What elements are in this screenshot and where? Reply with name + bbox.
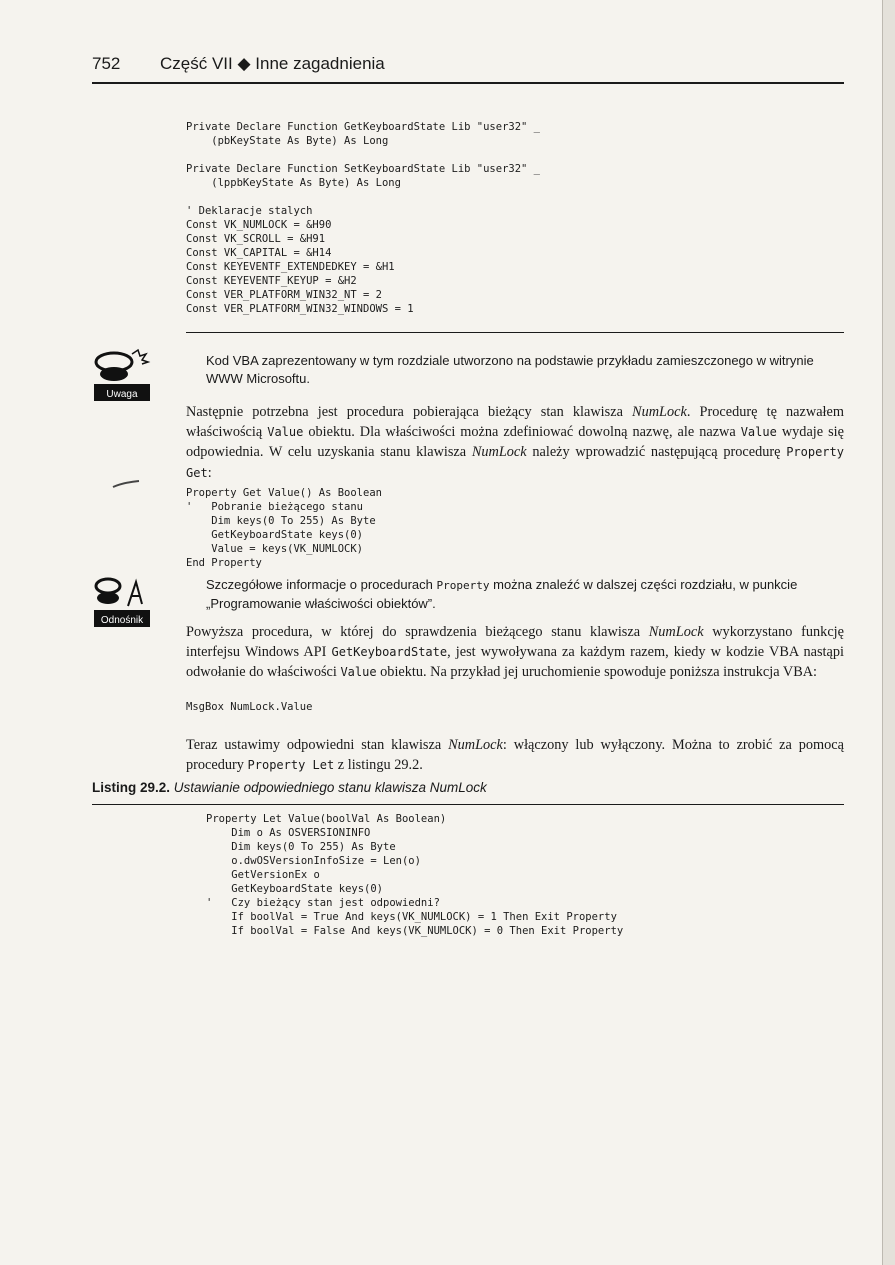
note-icon xyxy=(92,346,154,402)
listing-title: Ustawianie odpowiedniego stanu klawisza NumLock xyxy=(173,780,487,795)
note-text: Kod VBA zaprezentowany w tym rozdziale utworzono na podstawie przykładu zamieszczonego w witrynie WWW Microsoftu. xyxy=(206,353,814,386)
paragraph-3: Teraz ustawimy odpowiedni stan klawisza NumLock: włączony lub wyłączony. Można to zrobić za pomocą procedury Property Let z listingu 29.2. xyxy=(186,737,844,774)
page-edge xyxy=(882,0,895,1265)
note-icon-label: Uwaga xyxy=(106,389,138,400)
reference-text: Szczegółowe informacje o procedurach Property można znaleźć w dalszej części rozdziału, w punkcie „Programowanie właściwości obiektów”. xyxy=(206,577,798,611)
listing-caption xyxy=(92,780,844,805)
code-block-property-get: Property Get Value() As Boolean ' Pobranie bieżącego stanu Dim keys(0 To 255) As Byte GetKeyboardState keys(0) Value = keys(VK_NUMLOCK) End Property xyxy=(186,487,382,569)
code-block-declarations: Private Declare Function GetKeyboardState Lib "user32" _ (pbKeyState As Byte) As Long Private Declare Function SetKeyboardState Lib "user32" _ (lppbKeyState As Byte) As Long ' Deklaracje stalych Const VK_NUMLOCK = &H90 Const VK_SCROLL = &H91 Const VK_CAPITAL = &H14 Const KEYEVENTF_EXTENDEDKEY = &H1 Const KEYEVENTF_KEYUP = &H2 Const VER_PLATFORM_WIN32_NT = 2 Const VER_PLATFORM_WIN32_WINDOWS = 1 xyxy=(186,121,541,315)
section-divider xyxy=(186,332,844,333)
listing-label: Listing 29.2. xyxy=(92,780,171,795)
running-head: Część VII ◆ Inne zagadnienia xyxy=(160,54,385,73)
pen-mark xyxy=(112,480,140,488)
paragraph-1: Następnie potrzebna jest procedura pobierająca bieżący stan klawisza NumLock. Procedurę tę nazwałem właściwością Value obiektu. Dla właściwości można zdefiniować dowolną nazwę, ale nazwa Value wydaje się odpowiednia. W celu uzyskania stanu klawisza NumLock należy wprowadzić następującą procedurę Property Get: xyxy=(186,404,844,481)
paragraph-2: Powyższa procedura, w której do sprawdzenia bieżącego stanu klawisza NumLock wykorzystano funkcję interfejsu Windows API GetKeyboardState, jest wywoływana za każdym razem, kiedy w kodzie VBA nastąpi odwołanie do właściwości Value obiektu. Na przykład jej uruchomienie spowoduje poniższa instrukcja VBA: xyxy=(186,624,844,681)
reference-icon-label: Odnośnik xyxy=(100,615,144,626)
page-header xyxy=(92,52,844,84)
reference-icon xyxy=(92,572,154,628)
code-block-msgbox: MsgBox NumLock.Value xyxy=(186,701,313,713)
code-block-property-let: Property Let Value(boolVal As Boolean) Dim o As OSVERSIONINFO Dim keys(0 To 255) As Byte o.dwOSVersionInfoSize = Len(o) GetVersionEx o GetKeyboardState keys(0) ' Czy bieżący stan jest odpowiedni? If boolVal = True And keys(VK_NUMLOCK) = 1 Then Exit Property If boolVal = False And keys(VK_NUMLOCK) = 0 Then Exit Property xyxy=(206,813,624,937)
page-number: 752 xyxy=(92,54,121,73)
